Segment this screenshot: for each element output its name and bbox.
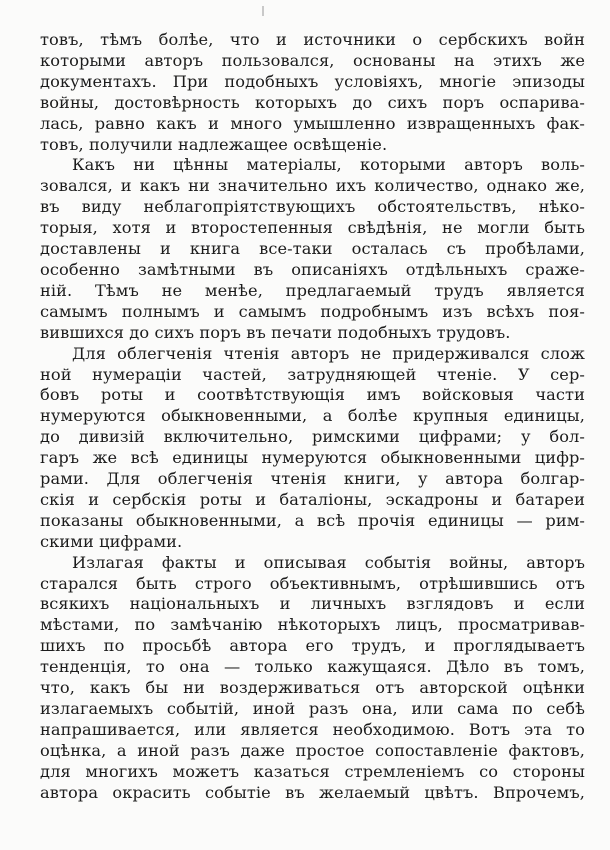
text-line: въ виду неблагопріятствующихъ обстоятельствъ, нѣко- — [40, 197, 585, 217]
text-line: лась, равно какъ и много умышленно извращенныхъ фак- — [40, 113, 585, 133]
text-line: Для облегченія чтенія авторъ не придерживался слож — [72, 343, 585, 363]
text-line: показаны обыкновенными, а всѣ прочія единицы — рим- — [40, 510, 585, 530]
text-line: документахъ. При подобныхъ условіяхъ, многіе эпизоды — [40, 71, 585, 91]
text-line: особенно замѣтными въ описаніяхъ отдѣльныхъ сраже- — [40, 259, 585, 279]
text-line: скими цифрами. — [40, 531, 183, 551]
page-text — [40, 30, 585, 804]
paragraph-1 — [40, 30, 585, 155]
text-line: товъ, получили надлежащее освѣщеніе. — [40, 134, 388, 154]
text-line: Излагая факты и описывая событія войны, авторъ — [72, 552, 585, 572]
text-line: до дивизій включительно, римскими цифрами; у бол- — [40, 427, 585, 447]
text-line: зовался, и какъ ни значительно ихъ количество, однако же, — [40, 176, 585, 196]
text-line: торыя, хотя и второстепенныя свѣдѣнія, не могли быть — [40, 218, 585, 238]
paragraph-2 — [40, 155, 585, 343]
text-line: напрашивается, или является необходимою. Вотъ эта то — [40, 719, 585, 739]
paragraph-4 — [40, 553, 585, 804]
text-line: шихъ по просьбѣ автора его трудъ, и проглядываетъ — [40, 636, 585, 656]
text-line: тенденція, то она — только кажущаяся. Дѣло въ томъ, — [40, 657, 585, 677]
text-line: Какъ ни цѣнны матеріалы, которыми авторъ воль- — [72, 155, 585, 175]
text-line: что, какъ бы ни воздерживаться отъ авторской оцѣнки — [40, 678, 585, 698]
text-line: мѣстами, по замѣчанію нѣкоторыхъ лицъ, просматривав- — [40, 615, 585, 635]
text-line: излагаемыхъ событій, иной разъ она, или сама по себѣ — [40, 699, 585, 718]
text-line: товъ, тѣмъ болѣе, что и источники о сербскихъ войн — [40, 30, 585, 49]
text-line: войны, достовѣрность которыхъ до сихъ поръ оспарива- — [40, 92, 585, 112]
text-line: ной нумераціи частей, затрудняющей чтеніе. У сер- — [40, 364, 585, 384]
text-line: гаръ же всѣ единицы нумеруются обыкновенными цифр- — [40, 448, 585, 468]
text-line: рами. Для облегченія чтенія книги, у автора болгар- — [40, 469, 585, 489]
paragraph-3 — [40, 344, 585, 553]
text-line: автора окрасить событіе въ желаемый цвѣтъ. Впрочемъ, — [40, 782, 585, 802]
text-line: нумеруются обыкновенными, а болѣе крупныя единицы, — [40, 406, 585, 426]
text-line: для многихъ можетъ казаться стремленіемъ со стороны — [40, 761, 585, 781]
text-line: оцѣнка, а иной разъ даже простое сопоставленіе фактовъ, — [40, 740, 585, 760]
text-line: доставлены и книга все-таки осталась съ пробѣлами, — [40, 239, 585, 259]
text-line: ній. Тѣмъ не менѣе, предлагаемый трудъ является — [40, 280, 585, 300]
text-line: которыми авторъ пользовался, основаны на этихъ же — [40, 50, 585, 70]
scan-artifact-mark — [262, 6, 264, 16]
text-line: старался быть строго объективнымъ, отрѣшившись отъ — [40, 573, 585, 593]
text-line: всякихъ національныхъ и личныхъ взглядовъ и если — [40, 594, 585, 614]
text-line: скія и сербскія роты и баталіоны, эскадроны и батареи — [40, 489, 585, 509]
text-line: самымъ полнымъ и самымъ подробнымъ изъ всѣхъ поя- — [40, 301, 585, 321]
text-line: вившихся до сихъ поръ въ печати подобныхъ трудовъ. — [40, 322, 511, 342]
text-line: бовъ роты и соотвѣтствующія имъ войсковыя части — [40, 385, 585, 405]
